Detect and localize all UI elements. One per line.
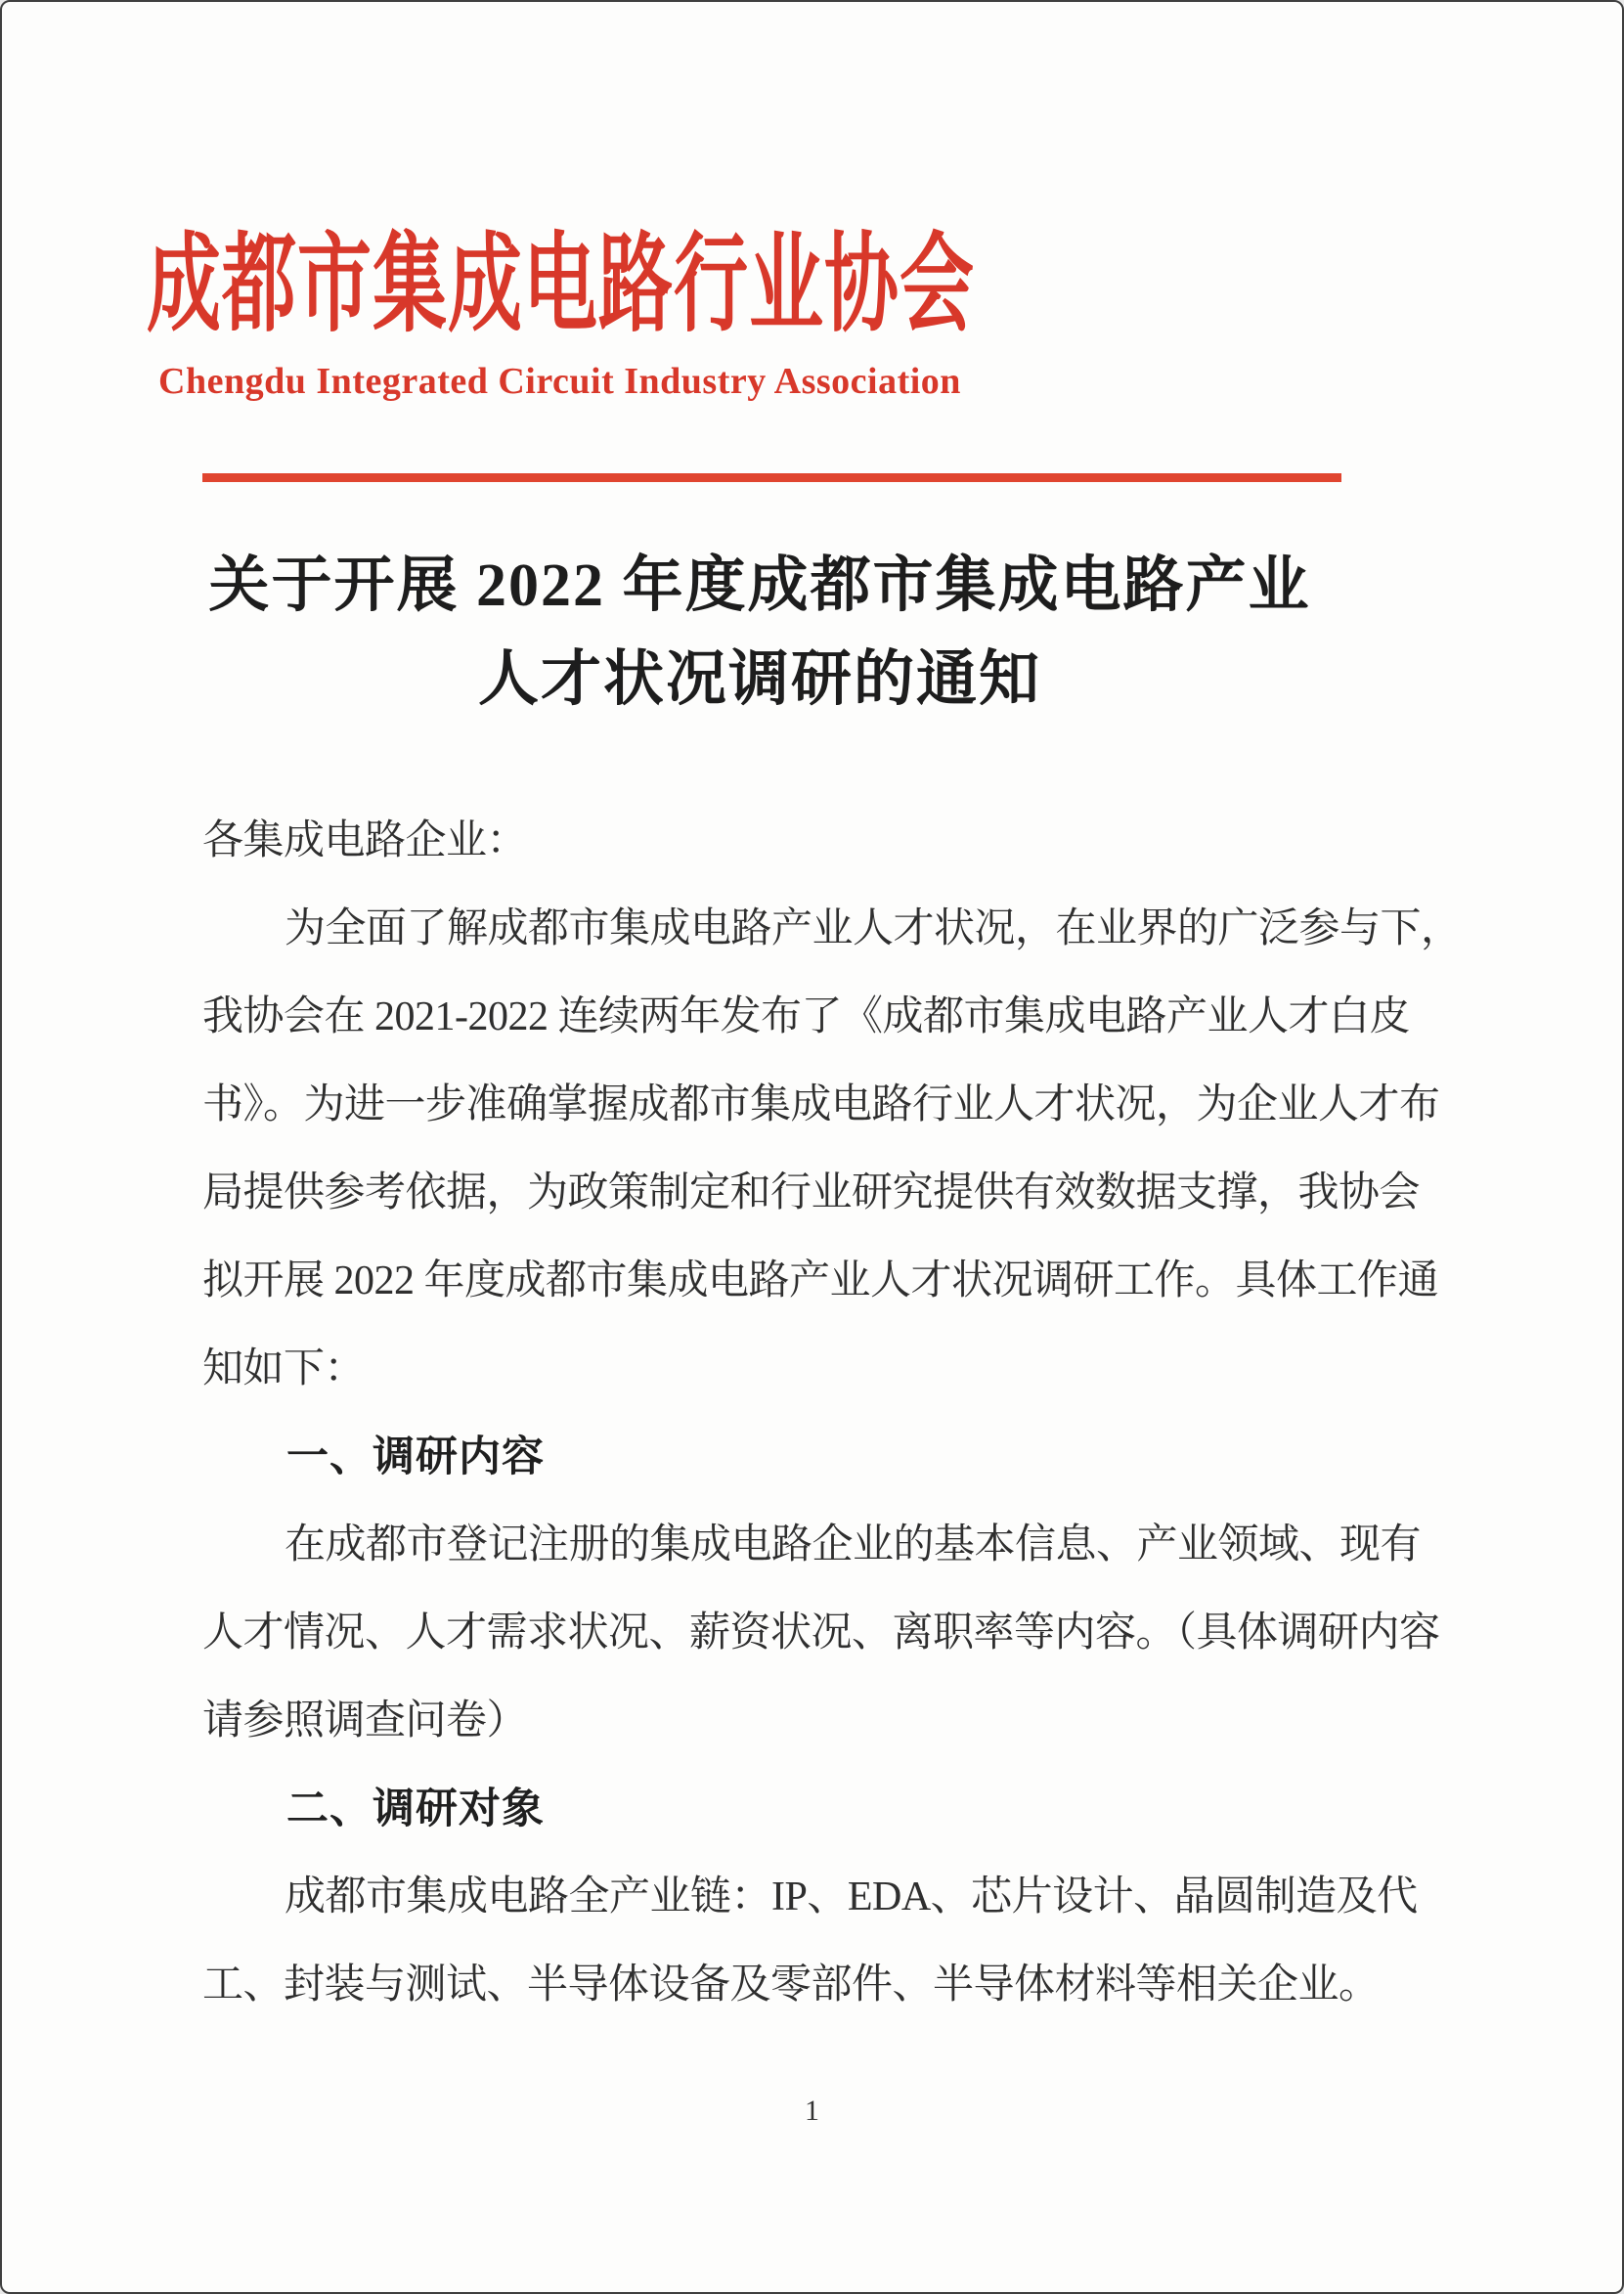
document-title [202, 539, 1317, 727]
paragraph-line: 知如下： [202, 1346, 366, 1392]
paragraph-line: 请参照调查问卷） [202, 1698, 528, 1744]
document-title-line1: 关于开展 2022 年度成都市集成电路产业 [208, 552, 1311, 620]
paragraph-line: 成都市集成电路全产业链：IP、EDA、芯片设计、晶圆制造及代 [285, 1875, 1418, 1920]
letterhead [147, 2, 973, 403]
paragraph-line: 为全面了解成都市集成电路产业人才状况，在业界的广泛参与下， [285, 906, 1462, 952]
document-title-line2: 人才状况调研的通知 [477, 646, 1041, 714]
paragraph-line: 人才情况、人才需求状况、薪资状况、离职率等内容。（具体调研内容 [202, 1610, 1440, 1656]
intro-paragraph [202, 885, 1469, 1413]
page-number: 1 [805, 2095, 819, 2127]
paragraph-line: 局提供参考依据，为政策制定和行业研究提供有效数据支撑，我协会 [202, 1170, 1421, 1216]
section-survey-content-paragraph [202, 1501, 1469, 1765]
paragraph-line: 工、封装与测试、半导体设备及零部件、半导体材料等相关企业。 [202, 1963, 1380, 2008]
paragraph-line: 我协会在 2021-2022 连续两年发布了《成都市集成电路产业人才白皮 [202, 994, 1410, 1040]
section-heading-survey-content: 一、调研内容 [286, 1434, 545, 1481]
paragraph-line: 书》。为进一步准确掌握成都市集成电路行业人才状况，为企业人才布 [202, 1082, 1440, 1128]
org-name-english: Chengdu Integrated Circuit Industry Association [158, 361, 961, 403]
document-body [202, 797, 1469, 2029]
section-survey-targets-paragraph [202, 1853, 1469, 2029]
paragraph-line: 在成都市登记注册的集成电路企业的基本信息、产业领域、现有 [285, 1522, 1422, 1568]
salutation: 各集成电路企业： [202, 818, 528, 864]
letterhead-divider-line [202, 473, 1341, 482]
section-heading-survey-targets: 二、调研对象 [286, 1786, 545, 1833]
org-name-chinese: 成都市集成电路行业协会 [147, 226, 975, 346]
paragraph-line: 拟开展 2022 年度成都市集成电路产业人才状况调研工作。具体工作通 [202, 1258, 1439, 1304]
